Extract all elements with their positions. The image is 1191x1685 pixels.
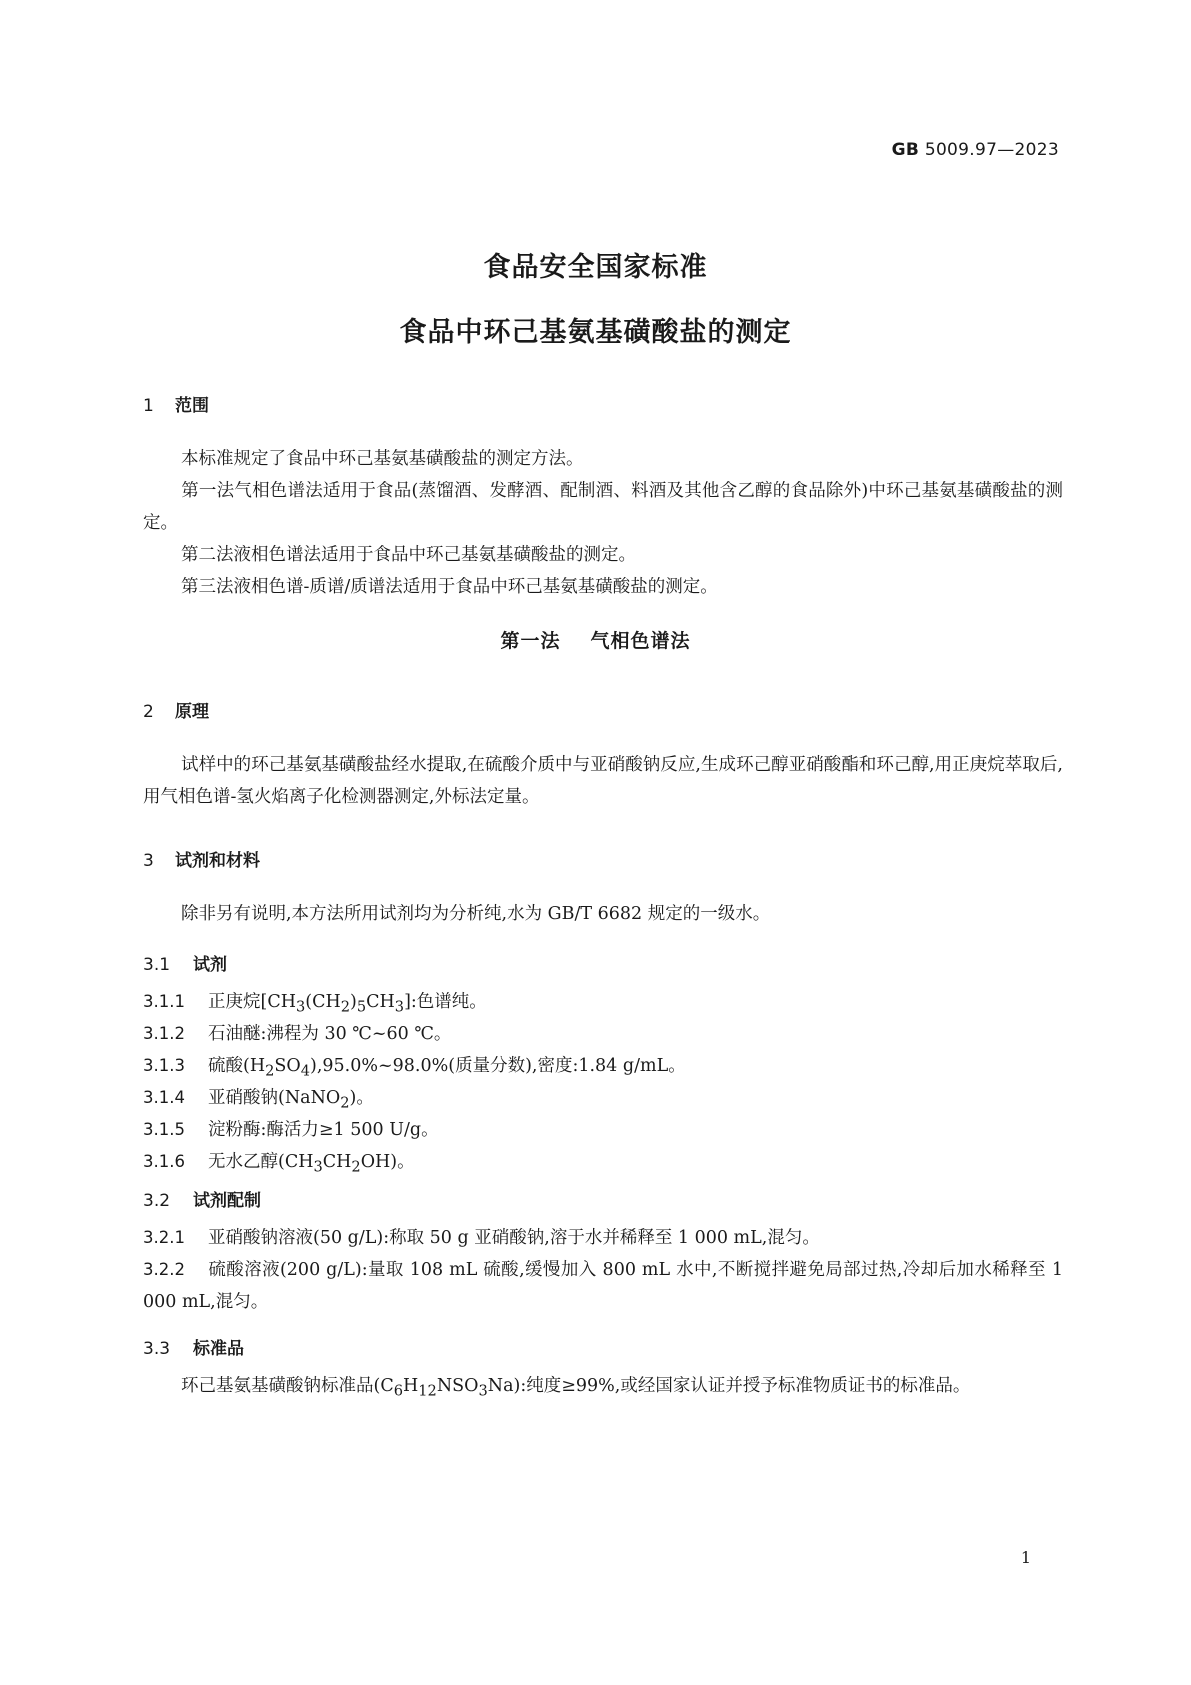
section-3-paragraph-1: 除非另有说明,本方法所用试剂均为分析纯,水为 GB/T 6682 规定的一级水。 bbox=[181, 904, 771, 924]
section-3-1-heading: 3.1 试剂 bbox=[143, 955, 227, 975]
section-2-heading: 2 原理 bbox=[143, 702, 209, 722]
item-3-1-4: 3.1.4 亚硝酸钠(NaNO$_2$)。 bbox=[143, 1088, 374, 1112]
section-1-heading: 1 范围 bbox=[143, 396, 209, 416]
item-3-1-1: 3.1.1 正庚烷$[CH_3(CH_2)_5CH_3]$:色谱纯。 bbox=[143, 992, 487, 1016]
title-line-2: 食品中环己基氨基磺酸盐的测定 bbox=[399, 317, 792, 348]
item-3-1-3: 3.1.3 硫酸$(H_2SO_4),95.0\%\sim 98.0\%$(质量分数),密度:1.84 g/mL。 bbox=[143, 1056, 686, 1080]
method-1-heading: 第一法 气相色谱法 bbox=[500, 630, 691, 652]
standard-number: GB 5009.97—2023 bbox=[891, 140, 1059, 160]
item-3-2-2: 3.2.2 硫酸溶液(200 g/L):量取 108 mL 硫酸,缓慢加入 800 mL 水中,不断搅拌避免局部过热,冷却后加水稀释至 1 000 mL,混匀。 bbox=[143, 1260, 1063, 1312]
page-number: 1 bbox=[1020, 1548, 1031, 1567]
section-3-3-heading: 3.3 标准品 bbox=[143, 1339, 244, 1359]
section-3-2-heading: 3.2 试剂配制 bbox=[143, 1191, 261, 1211]
section-1-paragraph-2: 第一法气相色谱法适用于食品(蒸馏酒、发酵酒、配制酒、料酒及其他含乙醇的食品除外)中环己基氨基磺酸盐的测定。 bbox=[143, 481, 1063, 533]
section-3-heading: 3 试剂和材料 bbox=[143, 851, 260, 871]
section-1-paragraph-3: 第二法液相色谱法适用于食品中环己基氨基磺酸盐的测定。 bbox=[181, 545, 636, 565]
item-3-1-5: 3.1.5 淀粉酶:酶活力≥1 500 U/g。 bbox=[143, 1120, 439, 1140]
item-3-1-2: 3.1.2 石油醚:沸程为 30 ℃~60 ℃。 bbox=[143, 1024, 452, 1044]
section-1-paragraph-4: 第三法液相色谱-质谱/质谱法适用于食品中环己基氨基磺酸盐的测定。 bbox=[181, 577, 718, 597]
section-2-paragraph-1: 试样中的环己基氨基磺酸盐经水提取,在硫酸介质中与亚硝酸钠反应,生成环己醇亚硝酸酯和环己醇,用正庚烷萃取后,用气相色谱-氢火焰离子化检测器测定,外标法定量。 bbox=[143, 755, 1063, 807]
title-line-1: 食品安全国家标准 bbox=[483, 252, 708, 283]
section-1-paragraph-1: 本标准规定了食品中环己基氨基磺酸盐的测定方法。 bbox=[181, 449, 584, 469]
section-3-3-paragraph: 环己基氨基磺酸钠标准品$(C_6H_{12}NSO_3Na)$:纯度≥99%,或经国家认证并授予标准物质证书的标准品。 bbox=[181, 1376, 971, 1400]
item-3-1-6: 3.1.6 无水乙醇$(CH_3CH_2OH)$。 bbox=[143, 1152, 415, 1176]
item-3-2-1: 3.2.1 亚硝酸钠溶液(50 g/L):称取 50 g 亚硝酸钠,溶于水并稀释至 1 000 mL,混匀。 bbox=[143, 1228, 820, 1248]
